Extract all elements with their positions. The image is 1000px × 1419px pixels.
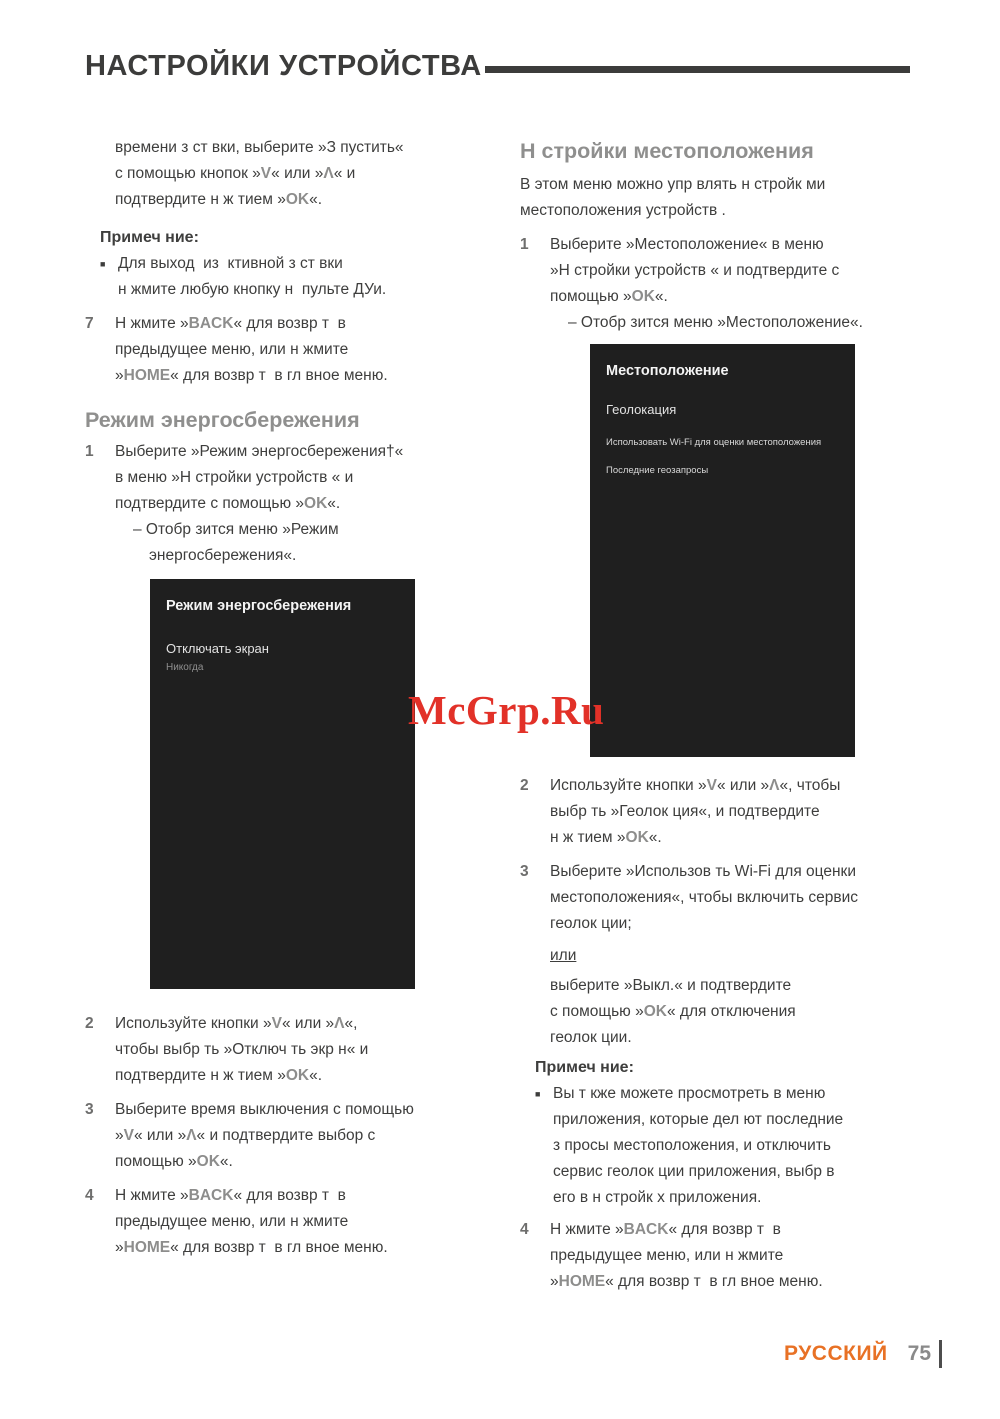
step-number: 4 xyxy=(520,1221,529,1238)
body-line: Н жмите »BACK« для возвр т в xyxy=(115,1187,346,1204)
step-number: 7 xyxy=(85,315,94,332)
body-line: »Н стройки устройств « и подтвердите с xyxy=(550,262,840,279)
square-bullet-icon: ■ xyxy=(535,1089,541,1099)
tv-menu-screenshot-power-saving xyxy=(150,579,415,989)
section-heading-power-saving: Режим энергосбережения xyxy=(85,408,360,432)
body-line: помощью »OK«. xyxy=(550,288,668,305)
body-line: предыдущее меню, или н жмите xyxy=(115,1213,349,1230)
footer-rule xyxy=(939,1340,942,1368)
numbered-step-3 xyxy=(85,1097,482,1175)
page-title: НАСТРОЙКИ УСТРОЙСТВА xyxy=(85,50,482,82)
numbered-step-1 xyxy=(520,232,925,336)
body-line: помощью »OK«. xyxy=(115,1153,233,1170)
body-line: »HOME« для возвр т в гл вное меню. xyxy=(115,367,388,384)
body-line: приложения, которые дел ют последние xyxy=(553,1111,844,1128)
dash-subitem xyxy=(568,310,925,336)
body-line: геолок ции; xyxy=(550,915,632,932)
body-line: Выберите время выключения с помощью xyxy=(115,1101,414,1118)
step-number: 3 xyxy=(520,863,529,880)
body-line: сервис геолок ции приложения, выбр в xyxy=(553,1163,835,1180)
body-line: чтобы выбр ть »Отключ ть экр н« и xyxy=(115,1041,369,1058)
body-line: »HOME« для возвр т в гл вное меню. xyxy=(550,1273,823,1290)
or-label: или xyxy=(550,947,577,964)
body-line: подтвердите с помощью »OK«. xyxy=(115,495,341,512)
body-line: предыдущее меню, или н жмите xyxy=(550,1247,784,1264)
tv-menu-screenshot-location xyxy=(590,344,855,757)
body-line: подтвердите н ж тием »OK«. xyxy=(115,191,323,208)
numbered-step-4 xyxy=(520,1217,925,1295)
tv-menu-item: Использовать Wi-Fi для оценки местоположения xyxy=(606,437,822,448)
body-line: В этом меню можно упр влять н стройк ми xyxy=(520,176,826,193)
body-line: с помощью кнопок »V« или »Λ« и xyxy=(115,165,356,182)
numbered-step-2 xyxy=(85,1011,482,1089)
title-rule xyxy=(485,66,910,73)
note-item xyxy=(100,251,482,303)
page-footer xyxy=(784,1340,942,1368)
or-separator xyxy=(550,943,925,969)
tv-menu-title: Режим энергосбережения xyxy=(166,598,352,614)
body-line: местоположения«, чтобы включить сервис xyxy=(550,889,859,906)
body-line: подтвердите н ж тием »OK«. xyxy=(115,1067,323,1084)
note-item xyxy=(535,1081,925,1211)
footer-page-number: 75 xyxy=(907,1342,931,1365)
numbered-step-7 xyxy=(85,311,482,389)
tv-menu-item: Отключать экран xyxy=(166,641,269,656)
body-line: – Отобр зится меню »Режим xyxy=(133,521,339,538)
body-line: энергосбережения«. xyxy=(149,547,297,564)
footer-language: РУССКИЙ xyxy=(784,1342,888,1365)
note-heading: Примеч ние: xyxy=(535,1059,634,1076)
body-line: Выберите »Режим энергосбережения†« xyxy=(115,443,404,460)
body-line: Используйте кнопки »V« или »Λ«, xyxy=(115,1015,358,1032)
numbered-step-4 xyxy=(85,1183,482,1261)
tv-menu-title: Местоположение xyxy=(606,363,729,379)
body-line: геолок ции. xyxy=(550,1029,632,1046)
tv-menu-item: Последние геозапросы xyxy=(606,465,709,476)
body-line: выбр ть »Геолок ция«, и подтвердите xyxy=(550,803,820,820)
body-line: Выберите »Местоположение« в меню xyxy=(550,236,824,253)
body-line: в меню »Н стройки устройств « и xyxy=(115,469,354,486)
body-line: Используйте кнопки »V« или »Λ«, чтобы xyxy=(550,777,841,794)
numbered-step-3 xyxy=(520,859,925,937)
body-line: предыдущее меню, или н жмите xyxy=(115,341,349,358)
body-line: выберите »Выкл.« и подтвердите xyxy=(550,977,792,994)
tv-menu-item: Геолокация xyxy=(606,402,677,417)
page-header xyxy=(85,50,910,83)
note-heading: Примеч ние: xyxy=(100,229,199,246)
watermark: McGrp.Ru xyxy=(408,687,605,733)
body-line: Вы т кже можете просмотреть в меню xyxy=(553,1085,826,1102)
body-line: Для выход из ктивной з ст вки xyxy=(118,255,343,272)
body-line: Н жмите »BACK« для возвр т в xyxy=(550,1221,781,1238)
tv-menu-item-value: Никогда xyxy=(166,662,204,673)
intro-paragraph xyxy=(520,172,925,224)
body-line: – Отобр зится меню »Местоположение«. xyxy=(568,314,863,331)
body-line: з просы местоположения, и отключить xyxy=(553,1137,831,1154)
square-bullet-icon: ■ xyxy=(100,259,106,269)
body-line: »V« или »Λ« и подтвердите выбор с xyxy=(115,1127,376,1144)
paragraph-continuation xyxy=(115,135,482,213)
body-line: местоположения устройств . xyxy=(520,202,726,219)
body-line: Н жмите »BACK« для возвр т в xyxy=(115,315,346,332)
body-line: времени з ст вки, выберите »З пустить« xyxy=(115,139,404,156)
step-number: 2 xyxy=(85,1015,94,1032)
body-line: Выберите »Использов ть Wi-Fi для оценки xyxy=(550,863,856,880)
step-number: 1 xyxy=(520,236,529,253)
body-line: »HOME« для возвр т в гл вное меню. xyxy=(115,1239,388,1256)
body-line: н жмите любую кнопку н пульте ДУи. xyxy=(118,281,387,298)
body-line: его в н стройк х приложения. xyxy=(553,1189,762,1206)
body-line: с помощью »OK« для отключения xyxy=(550,1003,796,1020)
continuation-paragraph xyxy=(550,973,925,1051)
numbered-step-2 xyxy=(520,773,925,851)
step-number: 2 xyxy=(520,777,529,794)
step-number: 4 xyxy=(85,1187,94,1204)
numbered-step-1 xyxy=(85,439,482,569)
step-number: 1 xyxy=(85,443,94,460)
section-heading-location: Н стройки местоположения xyxy=(520,139,814,163)
body-line: н ж тием »OK«. xyxy=(550,829,662,846)
step-number: 3 xyxy=(85,1101,94,1118)
dash-subitem xyxy=(133,517,482,569)
